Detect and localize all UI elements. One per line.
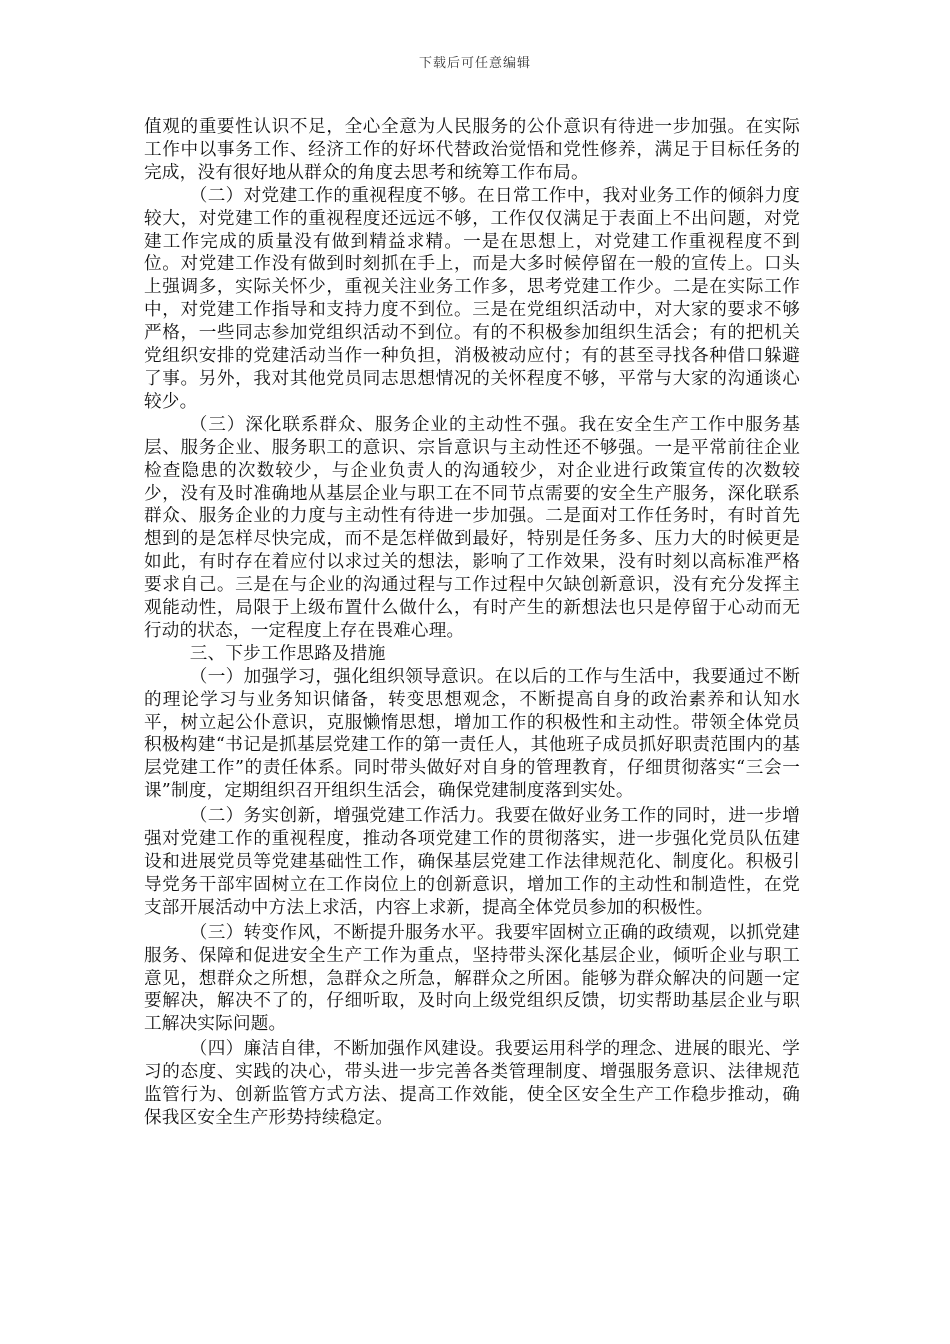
paragraph-innovation: （二）务实创新，增强党建工作活力。我要在做好业务工作的同时，进一步增强对党建工作的重视程度，推动各项党建工作的贯彻落实，进一步强化党员队伍建设和进展党员等党建基础性工作，确保基层党建工作法律规范化、制度化。积极引导党务干部牢固树立在工作岗位上的创新意识，增加工作的主动性和制造性，在党支部开展活动中方法上求活，内容上求新，提高全体党员参加的积极性。: [144, 806, 800, 918]
paragraph-integrity: （四）廉洁自律，不断加强作风建设。我要运用科学的理念、进展的眼光、学习的态度、实践的决心，带头进一步完善各类管理制度、增强服务意识、法律规范监管行为、创新监管方式方法、提高工作效能，使全区安全生产工作稳步推动，确保我区安全生产形势持续稳定。: [144, 1039, 800, 1128]
paragraph-strengthen-learning: （一）加强学习，强化组织领导意识。在以后的工作与生活中，我要通过不断的理论学习与业务知识储备，转变思想观念，不断提高自身的政治素养和认知水平，树立起公仆意识，克服懒惰思想，增加工作的积极性和主动性。带领全体党员积极构建“书记是抓基层党建工作的第一责任人，其他班子成员抓好职责范围内的基层党建工作”的责任体系。同时带头做好对自身的管理教育，仔细贯彻落实“三会一课”制度，定期组织召开组织生活会，确保党建制度落到实处。: [144, 666, 800, 802]
paragraph-party-building-attention: （二）对党建工作的重视程度不够。在日常工作中，我对业务工作的倾斜力度较大，对党建工作的重视程度还远远不够，工作仅仅满足于表面上不出问题，对党建工作完成的质量没有做到精益求精。一是在思想上，对党建工作重视程度不到位。对党建工作没有做到时刻抓在手上，而是大多时候停留在一般的宣传上。口头上强调多，实际关怀少，重视关注业务工作多，思考党建工作少。二是在实际工作中，对党建工作指导和支持力度不到位。三是在党组织活动中，对大家的要求不够严格，一些同志参加党组织活动不到位。有的不积极参加组织生活会；有的把机关党组织安排的党建活动当作一种负担，消极被动应付；有的甚至寻找各种借口躲避了事。另外，我对其他党员同志思想情况的关怀程度不够，平常与大家的沟通谈心较少。: [144, 185, 800, 412]
paragraph-serving-masses: （三）深化联系群众、服务企业的主动性不强。我在安全生产工作中服务基层、服务企业、服务职工的意识、宗旨意识与主动性还不够强。一是平常前往企业检查隐患的次数较少，与企业负责人的沟通较少，对企业进行政策宣传的次数较少，没有及时准确地从基层企业与职工在不同节点需要的安全生产服务，深化联系群众、服务企业的力度与主动性有待进一步加强。二是面对工作任务时，有时首先想到的是怎样尽快完成，而不是怎样做到最好，特别是任务多、压力大的时候更是如此，有时存在着应付以求过关的想法，影响了工作效果，没有时刻以高标准严格要求自己。三是在与企业的沟通过程与工作过程中欠缺创新意识，没有充分发挥主观能动性，局限于上级布置什么做什么，有时产生的新想法也只是停留于心动而无行动的状态，一定程度上存在畏难心理。: [144, 414, 800, 641]
paragraph-continuation: 值观的重要性认识不足，全心全意为人民服务的公仆意识有待进一步加强。在实际工作中以事务工作、经济工作的好坏代替政治觉悟和党性修养，满足于目标任务的完成，没有很好地从群众的角度去思考和统筹工作布局。: [144, 117, 800, 183]
document-body: [144, 116, 800, 1130]
paragraph-service-style: （三）转变作风，不断提升服务水平。我要牢固树立正确的政绩观，以抓党建服务、保障和促进安全生产工作为重点，坚持带头深化基层企业，倾听企业与职工意见，想群众之所想，急群众之所急，解群众之所困。能够为群众解决的问题一定要解决，解决不了的，仔细听取，及时向上级党组织反馈，切实帮助基层企业与职工解决实际问题。: [144, 922, 800, 1035]
page-header: 下载后可任意编辑: [418, 56, 531, 71]
section-heading-next-steps: 三、下步工作思路及措施: [189, 643, 386, 664]
